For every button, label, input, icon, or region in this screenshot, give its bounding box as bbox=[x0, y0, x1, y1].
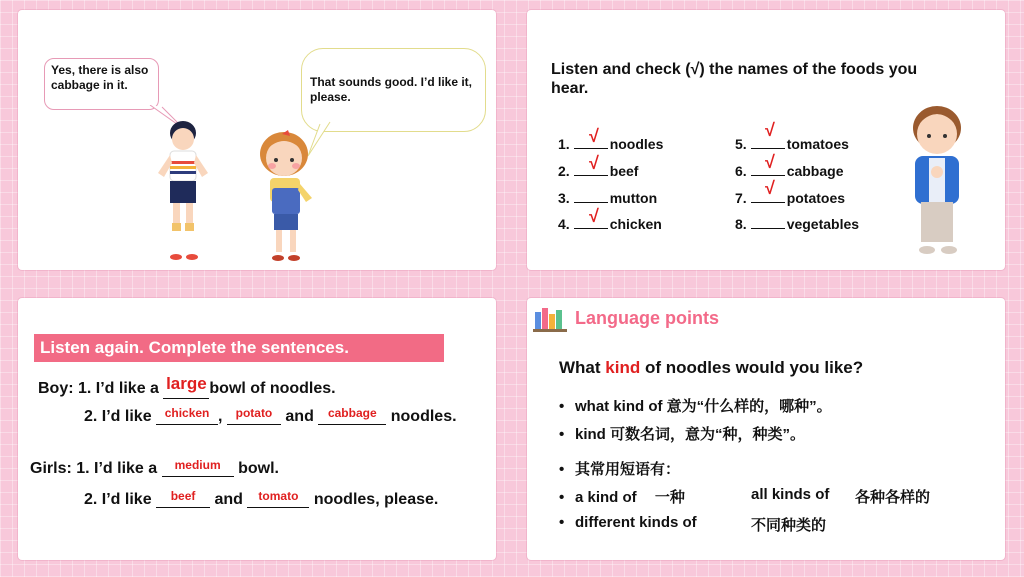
check-mark-1: √ bbox=[589, 126, 599, 146]
boy-sentence-1: Boy: 1. I’d like a large bowl of noodles. bbox=[38, 374, 336, 397]
answer-blank-potato: potato bbox=[227, 410, 281, 425]
slide-panel-language-points bbox=[527, 298, 1005, 560]
books-icon bbox=[533, 306, 569, 332]
food-item-3: 3. mutton bbox=[558, 190, 658, 206]
speech-text-boy: Yes, there is also cabbage in it. bbox=[51, 63, 149, 92]
slide-panel-listen-check bbox=[527, 10, 1005, 270]
answer-blank-large: large bbox=[163, 378, 209, 399]
boy-sentence-2: 2. I’d like chicken , potato and cabbage noodles. bbox=[84, 406, 457, 425]
answer-blank-chicken: chicken bbox=[156, 410, 218, 425]
listen-check-title: Listen and check (√) the names of the foods you hear. bbox=[551, 61, 918, 97]
check-mark-6: √ bbox=[765, 152, 775, 172]
answer-blank-tomato: tomato bbox=[247, 493, 309, 508]
answer-blank-beef: beef bbox=[156, 493, 210, 508]
food-item-7: 7. potatoes bbox=[735, 190, 846, 206]
speech-text-girl: That sounds good. I’d like it, please. bbox=[310, 75, 472, 104]
food-item-8: 8. vegetables bbox=[735, 216, 860, 232]
speech-bubble-boy bbox=[44, 58, 159, 110]
boy-illustration bbox=[148, 115, 218, 265]
complete-sentences-header: Listen again. Complete the sentences. bbox=[34, 334, 444, 362]
answer-blank-medium: medium bbox=[162, 462, 234, 477]
slide-panel-complete-sentences bbox=[18, 298, 496, 560]
food-item-2: 2. beef bbox=[558, 163, 639, 179]
thinking-boy-illustration bbox=[897, 102, 977, 258]
bullet-what-kind-of: • what kind of 意为“什么样的，哪种”。 bbox=[559, 398, 832, 415]
key-question: What kind of noodles would you like? bbox=[559, 358, 864, 377]
phrase-row-1: • a kind of 一种 all kinds of 各种各样的 bbox=[559, 486, 931, 506]
check-mark-2: √ bbox=[589, 153, 599, 173]
girl-sentence-2: 2. I’d like beef and tomato noodles, please. bbox=[84, 489, 439, 508]
girl-illustration bbox=[246, 128, 326, 268]
language-points-title: Language points bbox=[575, 308, 719, 328]
answer-blank-cabbage: cabbage bbox=[318, 410, 386, 425]
bullet-kind-noun: • kind 可数名词，意为“种，种类”。 bbox=[559, 426, 806, 443]
bullet-common-phrases: • 其常用短语有： bbox=[559, 461, 681, 478]
check-mark-7: √ bbox=[765, 178, 775, 198]
food-item-1: 1. noodles bbox=[558, 136, 664, 152]
check-mark-4: √ bbox=[589, 206, 599, 226]
girl-sentence-1: Girls: 1. I’d like a medium bowl. bbox=[30, 458, 279, 477]
check-mark-5: √ bbox=[765, 120, 775, 140]
phrase-row-2: • different kinds of 不同种类的 bbox=[559, 514, 827, 534]
slide-panel-dialogue bbox=[18, 10, 496, 270]
food-item-4: 4. chicken bbox=[558, 216, 662, 232]
food-item-5: 5. tomatoes bbox=[735, 136, 849, 152]
food-item-6: 6. cabbage bbox=[735, 163, 844, 179]
keyword-kind: kind bbox=[605, 358, 641, 377]
